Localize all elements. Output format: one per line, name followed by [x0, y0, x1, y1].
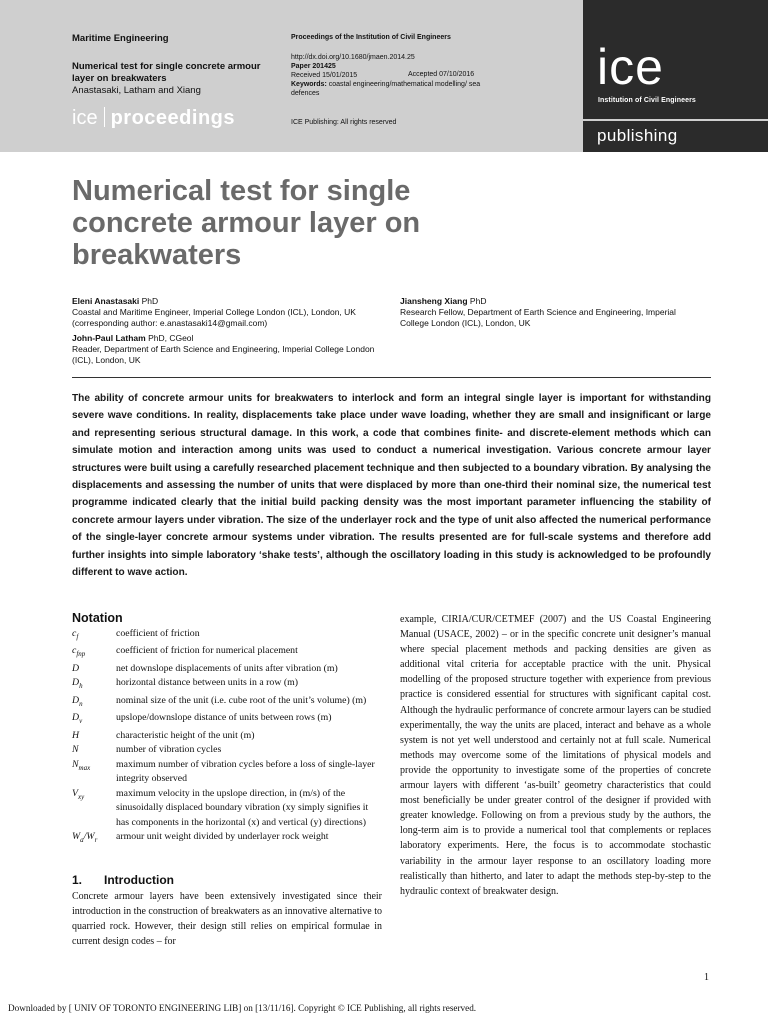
- notation-row: [72, 694, 382, 711]
- author-affiliation: Research Fellow, Department of Earth Science and Engineering, Imperial College London (ICL), London, UK: [400, 307, 676, 328]
- author-degree: PhD, CGeol: [148, 333, 194, 343]
- notation-definition: upslope/downslope distance of units between rows (m): [116, 712, 332, 724]
- keywords: [291, 80, 491, 98]
- author-degree: PhD: [141, 296, 159, 306]
- notation-row: [72, 644, 382, 661]
- author-block: [400, 296, 700, 329]
- notation-row: [72, 627, 382, 644]
- notation-list: [72, 627, 382, 848]
- download-notice: Downloaded by [ UNIV OF TORONTO ENGINEERING LIB] on [13/11/16]. Copyright © ICE Publishing, all rights reserved.: [8, 1003, 477, 1013]
- notation-definition: coefficient of friction: [116, 628, 200, 639]
- accepted-date: Accepted 07/10/2016: [408, 71, 475, 78]
- notation-row: [72, 676, 382, 693]
- journal-name: Maritime Engineering: [72, 33, 169, 44]
- section-title: Introduction: [104, 873, 174, 887]
- notation-definition: horizontal distance between units in a row (m): [116, 677, 299, 689]
- ice-publishing-text: publishing: [597, 126, 678, 145]
- introduction-heading: [72, 873, 174, 887]
- proceedings-name: Proceedings of the Institution of Civil Engineers: [291, 34, 451, 41]
- notation-symbol: D: [72, 662, 80, 674]
- notation-row: [72, 787, 382, 831]
- brand-ice: ice: [72, 107, 98, 129]
- header-band: [0, 0, 768, 152]
- notation-definition: maximum number of vibration cycles before a loss of single-layer integrity observed: [116, 758, 375, 785]
- author-name: Jiansheng Xiang: [400, 296, 468, 306]
- author-affiliation: Coastal and Maritime Engineer, Imperial College London (ICL), London, UK (corresponding author: e.anastasaki14@gmail.com): [72, 307, 356, 328]
- ice-logo-text: ice: [597, 39, 664, 95]
- abstract: The ability of concrete armour units for breakwaters to interlock and form an integral single layer is important for withstanding severe wave conditions. In reality, displacements take place under wave loading, whether they are small and insignificant or large and representing serious structural damage. In this work, a code that combines finite- and discrete-element methods which can simulate motion and interaction among units was used to conduct a numerical investigation. Various concrete armour layer structures were built using a carefully researched placement technique and then subjected to a boundary vibration. By analysing the displacements and assessing the number of units that were displaced by more than one-third their nominal size, the numerical test programme indicated clearly that the initial build packing density was the most important parameter influencing the stability of concrete armour layers under vibration. The size of the underlayer rock and the type of unit also affected the numerical performance of the single-layer concrete armour systems under vibration. The results presented are for full-scale systems and therefore add further insights into simple laboratory ‘shake tests’, although the oscillatory loading in this study is acknowledged to be profoundly different to wave action.: [72, 393, 711, 579]
- logo-divider: [583, 119, 768, 121]
- author-affiliation: Reader, Department of Earth Science and Engineering, Imperial College London (ICL), London, UK: [72, 344, 375, 365]
- notation-row: [72, 830, 382, 847]
- brand-divider: [104, 107, 105, 127]
- author-name: John-Paul Latham: [72, 333, 146, 343]
- paper-number: Paper 201425: [291, 63, 336, 70]
- author-block: [72, 296, 392, 329]
- notation-symbol: $D_h$: [72, 677, 83, 691]
- notation-definition: characteristic height of the unit (m): [116, 729, 255, 741]
- notation-row: [72, 758, 382, 787]
- notation-heading: Notation: [72, 611, 123, 625]
- notation-symbol: $c_{fnp}$: [72, 645, 86, 659]
- paper-title-short: Numerical test for single concrete armour layer on breakwaters: [72, 61, 261, 84]
- notation-symbol: $W_a/W_r$: [72, 831, 98, 845]
- notation-symbol: $D_v$: [72, 712, 83, 726]
- notation-symbol: $D_n$: [72, 694, 83, 708]
- ice-proceedings-brand: [72, 107, 235, 130]
- notation-row: [72, 729, 382, 744]
- brand-proceedings: proceedings: [110, 107, 235, 129]
- notation-row: [72, 743, 382, 758]
- rights-statement: ICE Publishing: All rights reserved: [291, 119, 397, 126]
- notation-definition: net downslope displacements of units after vibration (m): [116, 662, 338, 674]
- section-number: 1.: [72, 873, 83, 887]
- notation-definition: nominal size of the unit (i.e. cube root of the unit’s volume) (m): [116, 694, 367, 706]
- keywords-label: Keywords:: [291, 81, 327, 88]
- notation-definition: coefficient of friction for numerical placement: [116, 645, 298, 657]
- notation-symbol: $N_{max}$: [72, 758, 91, 772]
- notation-symbol: N: [72, 744, 79, 756]
- introduction-text-right: example, CIRIA/CUR/CETMEF (2007) and the US Coastal Engineering Manual (USACE, 2002) – or in the specific concrete unit designer’s manual where special placement methods and packing densities are given as additional vital criteria for acceptable practice with the unit. Physical modelling of the proposed structure together with experience from previous practice is considered essential for structures with significant capital cost. Although the hydraulic performance of concrete armour layers can be studied experimentally, the way the units are placed, interact and behave as a whole system is not yet well understood and certainly not at full scale. Numerical methods may overcome some of the limitations of physical models and provide the opportunity to investigate some of the properties of concrete armour layers with different ‘as-built’ geometry characteristics that could most beneficially be under greater control of the designer if provided with greater knowledge. Following on from a previous study by the authors, the long-term aim is to provide a numerical tool that complements or replaces laboratory experiments. Here, the focus is to accommodate stochastic variability in the armour layer response to an oscillatory loading more realistically than hitherto, and later to adapt the methods step-by-step to the hydraulic context of breakwater design.: [400, 614, 711, 897]
- ice-logo-subtext: Institution of Civil Engineers: [598, 97, 696, 104]
- notation-definition: number of vibration cycles: [116, 744, 222, 756]
- received-date: Received 15/01/2015: [291, 72, 358, 79]
- notation-symbol: $c_f$: [72, 628, 79, 641]
- ice-publishing-logo: [583, 0, 768, 152]
- notation-row: [72, 662, 382, 677]
- notation-row: [72, 711, 382, 728]
- author-name: Eleni Anastasaki: [72, 296, 140, 306]
- introduction-text-left: Concrete armour layers have been extensively investigated since their introduction in the construction of breakwaters as an innovative alternative to quarried rock. However, their design still relies on empirical formulae in current design codes – for: [72, 891, 382, 948]
- notation-definition: maximum velocity in the upslope direction, in (m/s) of the sinusoidally displaced boundary vibration (xy simply signifies it has components in the horizontal (x) and vertical (y) directions): [116, 787, 369, 828]
- page-number: 1: [704, 972, 709, 983]
- author-block: [72, 333, 392, 366]
- doi-link[interactable]: http://dx.doi.org/10.1680/jmaen.2014.25: [291, 54, 415, 61]
- notation-symbol: $V_{xy}$: [72, 787, 85, 801]
- section-divider: [72, 377, 711, 378]
- notation-definition: armour unit weight divided by underlayer rock weight: [116, 831, 329, 843]
- notation-symbol: H: [72, 729, 80, 741]
- authors-short: Anastasaki, Latham and Xiang: [72, 85, 201, 96]
- keywords-value: coastal engineering/mathematical modelling/ sea defences: [291, 81, 481, 97]
- author-degree: PhD: [469, 296, 487, 306]
- paper-title: Numerical test for single concrete armour layer on breakwaters: [72, 175, 421, 271]
